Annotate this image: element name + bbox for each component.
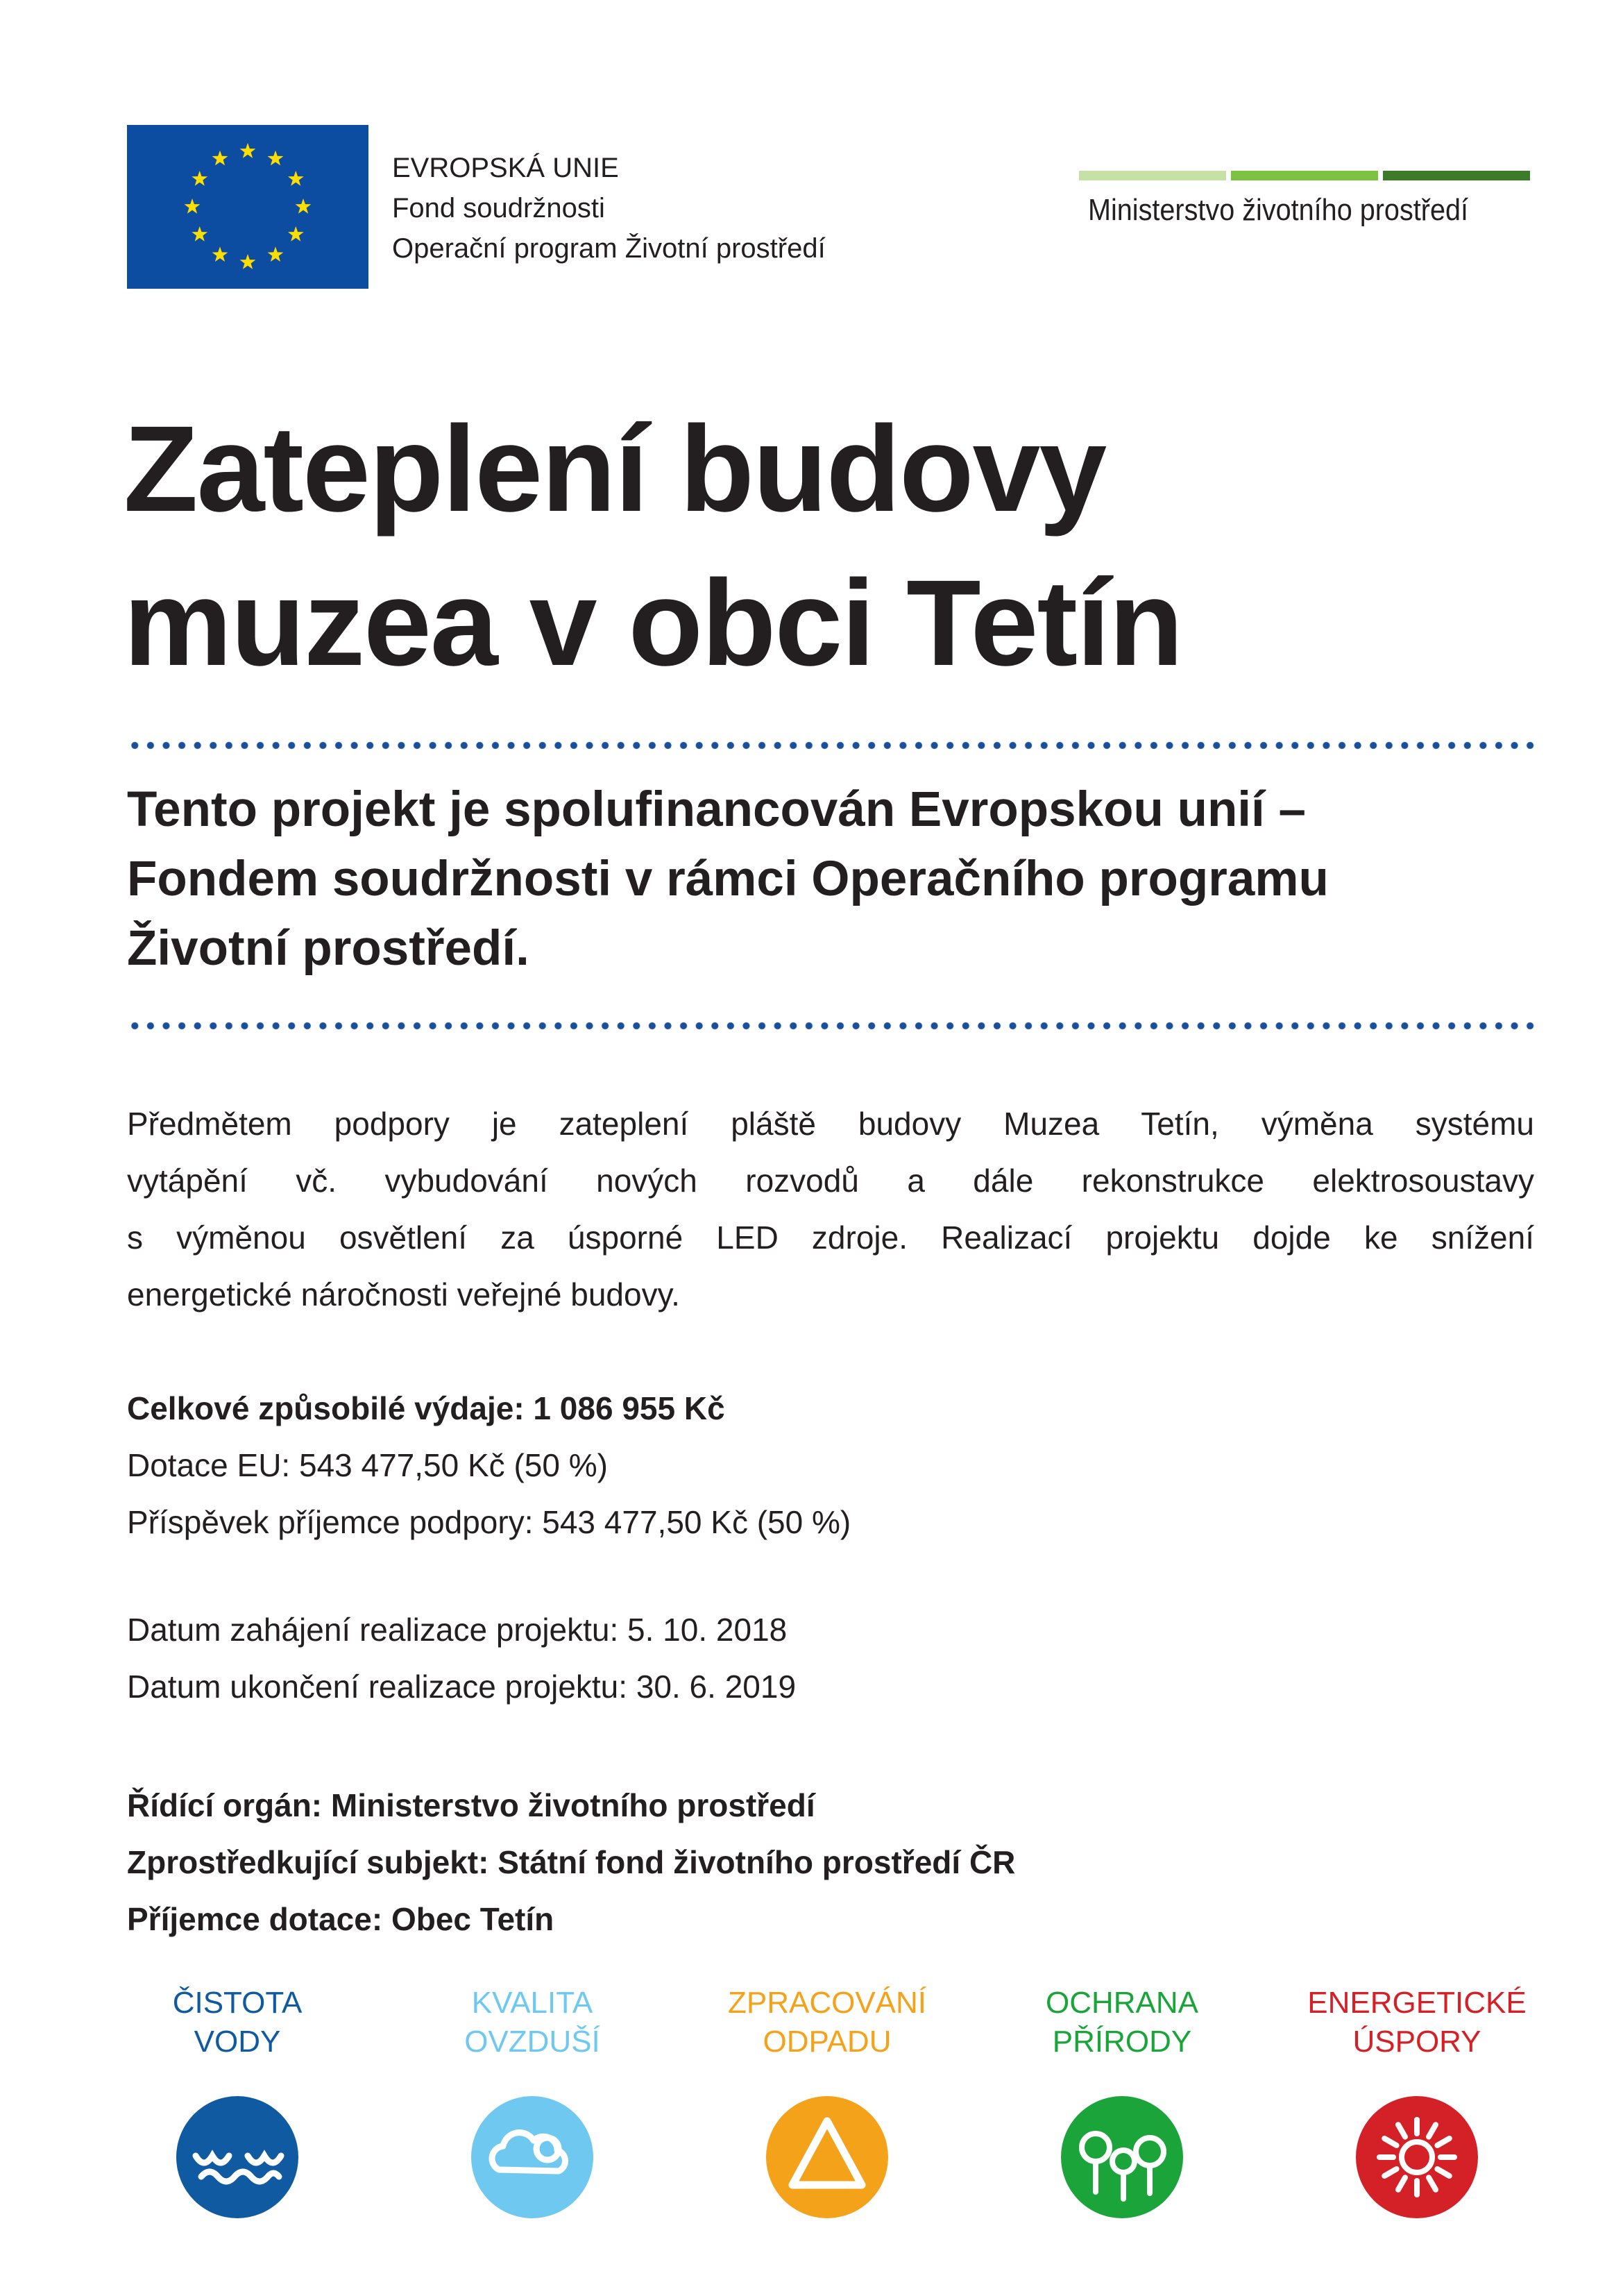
ministry-logo-text: Ministerstvo životního prostředí: [1087, 193, 1468, 227]
total-costs: Celkové způsobilé výdaje: 1 086 955 Kč: [127, 1390, 725, 1426]
category-label: KVALITA: [471, 1986, 593, 2020]
project-organizations: [127, 1777, 1015, 1948]
eu-star: [212, 246, 228, 262]
category-nature: [976, 1984, 1268, 2220]
project-costs: [127, 1380, 851, 1551]
eu-star: [288, 171, 304, 186]
category-label: PŘÍRODY: [1052, 2025, 1192, 2059]
category-energy: [1271, 1984, 1563, 2220]
dotted-divider: [127, 741, 1534, 750]
subtitle-line: Tento projekt je spolufinancován Evropskou unií –: [127, 782, 1306, 837]
eu-star: [212, 151, 228, 166]
dotted-divider: [127, 1022, 1534, 1030]
ministry-logo-bar: [1079, 171, 1226, 180]
end-date: Datum ukončení realizace projektu: 30. 6. 2019: [127, 1669, 797, 1705]
category-label: OCHRANA: [1045, 1986, 1199, 2020]
water-icon: [175, 2095, 300, 2220]
category-label: OVZDUŠÍ: [464, 2025, 600, 2059]
category-label: ČISTOTA: [172, 1986, 303, 2020]
start-date: Datum zahájení realizace projektu: 5. 10. 2018: [127, 1612, 788, 1648]
project-dates: [127, 1601, 796, 1715]
intermediate-body: Zprostředkující subjekt: Státní fond životního prostředí ČR: [127, 1844, 1016, 1880]
recycle-triangle-icon: [765, 2095, 890, 2220]
category-label: VODY: [194, 2025, 281, 2059]
category-air: [386, 1984, 678, 2220]
eu-star: [268, 246, 284, 262]
category-waste: [681, 1984, 973, 2220]
eu-star: [268, 151, 284, 166]
title-line: muzea v obci Tetín: [124, 555, 1182, 691]
subtitle-line: Životní prostředí.: [127, 921, 529, 976]
category-label: ZPRACOVÁNÍ: [727, 1986, 927, 2020]
eu-fund-text: [392, 148, 826, 269]
managing-authority: Řídící orgán: Ministerstvo životního prostředí: [127, 1787, 815, 1823]
eu-line: Operační program Životní prostředí: [392, 233, 826, 264]
title-line: Zateplení budovy: [124, 401, 1106, 537]
eu-stars-icon: [127, 125, 368, 289]
cloud-icon: [470, 2095, 595, 2220]
eu-grant: Dotace EU: 543 477,50 Kč (50 %): [127, 1447, 608, 1483]
sun-icon: [1354, 2095, 1479, 2220]
ministry-logo-bar: [1231, 171, 1378, 180]
category-water: [92, 1984, 383, 2220]
grant-recipient: Příjemce dotace: Obec Tetín: [127, 1901, 554, 1937]
description-line: Předmětem podpory je zateplení pláště budovy Muzea Tetín, výměna systému: [127, 1106, 1534, 1142]
recipient-share: Příspěvek příjemce podpory: 543 477,50 Kč (50 %): [127, 1504, 851, 1540]
ministry-logo-bar: [1383, 171, 1530, 180]
eu-star: [240, 143, 256, 158]
category-label: ENERGETICKÉ: [1307, 1986, 1527, 2020]
eu-star: [288, 226, 304, 242]
project-title: [124, 392, 1477, 700]
eu-star: [296, 199, 312, 214]
trees-icon: [1060, 2095, 1184, 2220]
eu-star: [185, 199, 201, 214]
eu-line: EVROPSKÁ UNIE: [392, 153, 619, 183]
eu-flag-logo: [127, 125, 368, 289]
category-label: ODPADU: [763, 2025, 892, 2059]
eu-star: [192, 171, 207, 186]
eu-star: [240, 254, 256, 269]
eu-star: [192, 226, 207, 242]
subtitle-line: Fondem soudržnosti v rámci Operačního programu: [127, 852, 1329, 906]
description-line: s výměnou osvětlení za úsporné LED zdroje. Realizací projektu dojde ke snížení: [127, 1219, 1534, 1256]
project-description: [127, 1095, 1534, 1323]
description-line: vytápění vč. vybudování nových rozvodů a dále rekonstrukce elektrosoustavy: [127, 1163, 1534, 1199]
cofinancing-statement: [127, 775, 1536, 984]
description-line: energetické náročnosti veřejné budovy.: [127, 1276, 680, 1312]
eu-line: Fond soudržnosti: [392, 193, 605, 223]
category-label: ÚSPORY: [1352, 2025, 1481, 2059]
